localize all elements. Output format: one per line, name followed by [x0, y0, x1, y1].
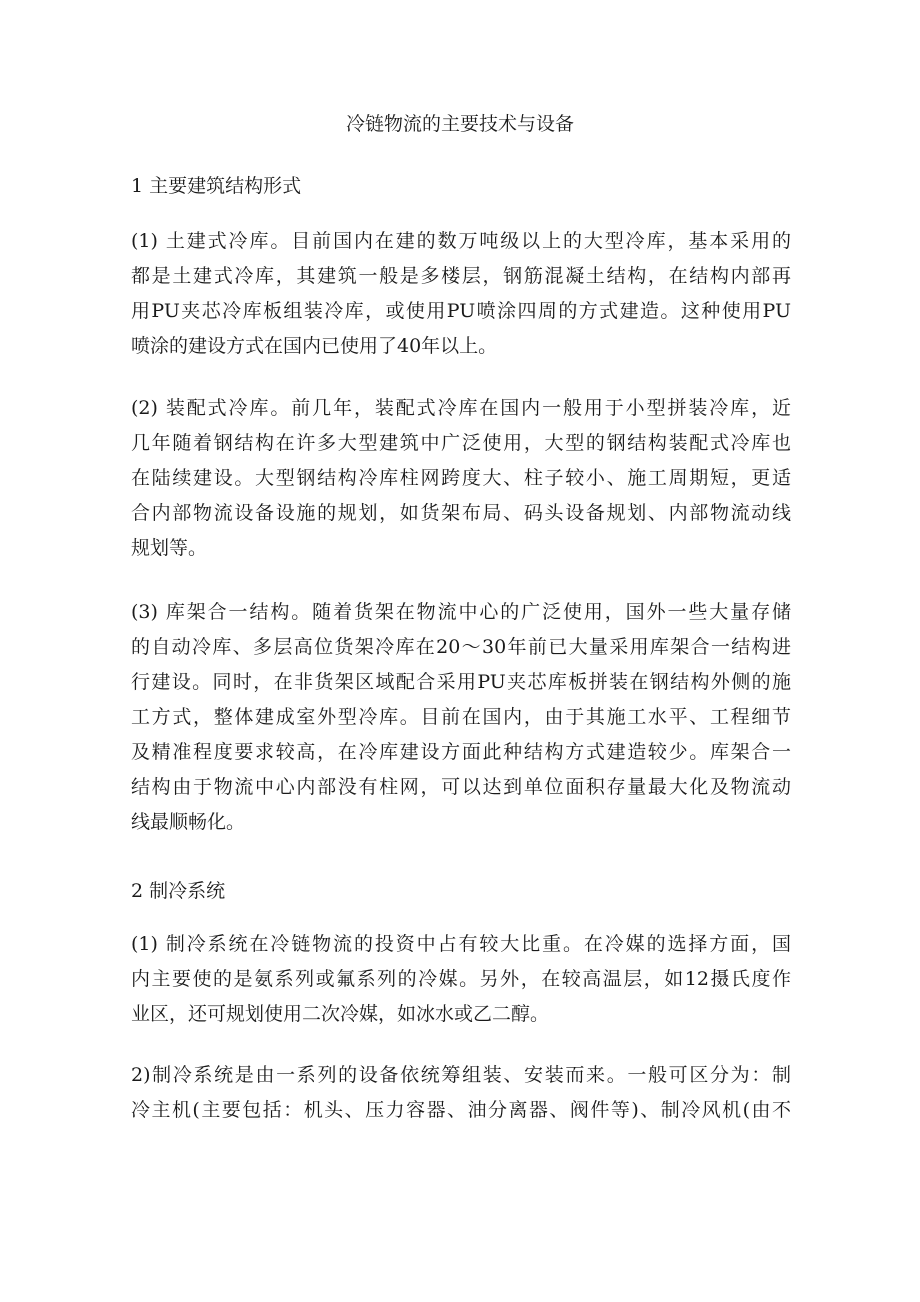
paragraph-line: 在陆续建设。大型钢结构冷库柱网跨度大、柱子较小、施工周期短，更适: [131, 467, 791, 489]
paragraph-line: (1) 制冷系统在冷链物流的投资中占有较大比重。在冷媒的选择方面，国: [131, 933, 791, 955]
paragraph: [131, 224, 791, 364]
paragraph: [131, 927, 791, 1032]
section-heading: 2 制冷系统: [131, 880, 226, 902]
paragraph-line: 2)制冷系统是由一系列的设备依统筹组装、安装而来。一般可区分为：制: [131, 1064, 791, 1086]
paragraph: [131, 391, 791, 566]
paragraph: [131, 1058, 791, 1128]
paragraph-line: 行建设。同时，在非货架区域配合采用PU夹芯库板拼装在钢结构外侧的施: [131, 671, 791, 693]
paragraph-line: 工方式，整体建成室外型冷库。目前在国内，由于其施工水平、工程细节: [131, 706, 791, 728]
paragraph-line: 内主要使的是氨系列或氟系列的冷媒。另外，在较高温层，如12摄氏度作: [131, 968, 791, 990]
paragraph-line: (3) 库架合一结构。随着货架在物流中心的广泛使用，国外一些大量存储: [131, 601, 791, 623]
paragraph-line: 合内部物流设备设施的规划，如货架布局、码头设备规划、内部物流动线: [131, 502, 791, 524]
paragraph-line: 规划等。: [131, 537, 208, 559]
paragraph-line: 的自动冷库、多层高位货架冷库在20～30年前已大量采用库架合一结构进: [131, 636, 791, 658]
paragraph-line: (2) 装配式冷库。前几年，装配式冷库在国内一般用于小型拼装冷库，近: [131, 397, 791, 419]
section-heading: 1 主要建筑结构形式: [131, 175, 302, 197]
document-title: 冷链物流的主要技术与设备: [345, 113, 574, 135]
paragraph-line: 几年随着钢结构在许多大型建筑中广泛使用，大型的钢结构装配式冷库也: [131, 432, 791, 454]
paragraph-line: 冷主机(主要包括：机头、压力容器、油分离器、阀件等)、制冷风机(由不: [131, 1099, 791, 1121]
paragraph-line: (1) 土建式冷库。目前国内在建的数万吨级以上的大型冷库，基本采用的: [131, 230, 791, 252]
paragraph-line: 喷涂的建设方式在国内已使用了40年以上。: [131, 335, 498, 357]
paragraph-line: 都是土建式冷库，其建筑一般是多楼层，钢筋混凝土结构，在结构内部再: [131, 265, 791, 287]
paragraph: [131, 595, 791, 840]
paragraph-line: 及精准程度要求较高，在冷库建设方面此种结构方式建造较少。库架合一: [131, 741, 791, 763]
paragraph-line: 用PU夹芯冷库板组装冷库，或使用PU喷涂四周的方式建造。这种使用PU: [131, 300, 791, 322]
paragraph-line: 线最顺畅化。: [131, 811, 246, 833]
paragraph-line: 结构由于物流中心内部没有柱网，可以达到单位面积存量最大化及物流动: [131, 776, 791, 798]
paragraph-line: 业区，还可规划使用二次冷媒，如冰水或乙二醇。: [131, 1003, 550, 1025]
